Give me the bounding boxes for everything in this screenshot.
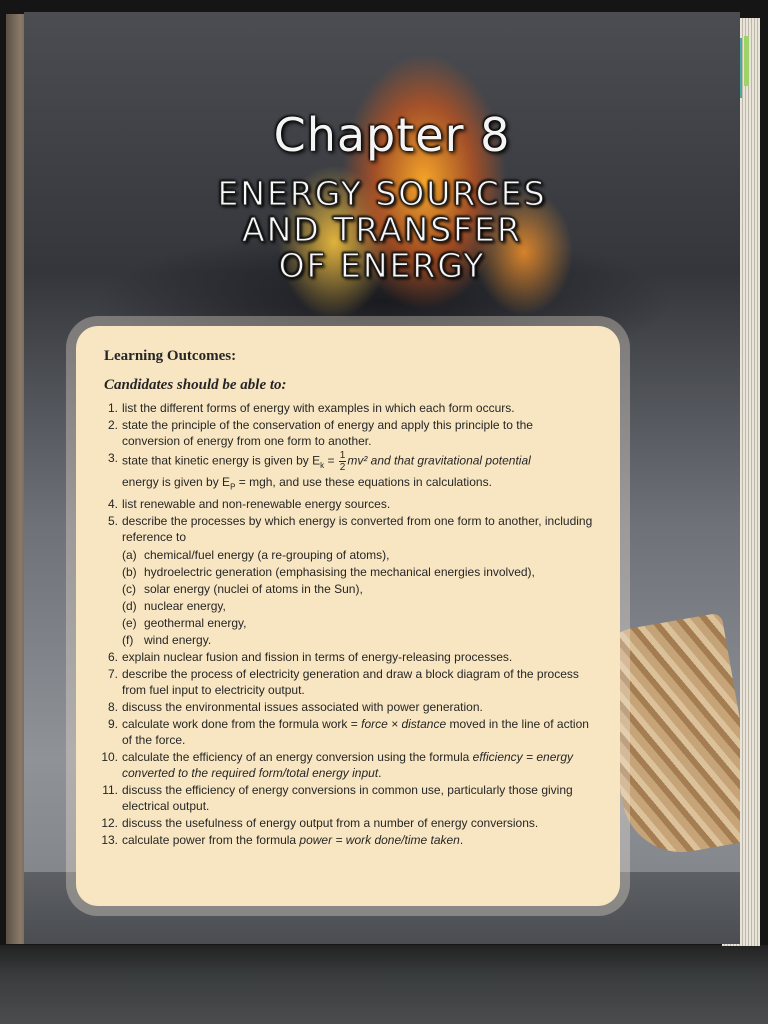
page-tab-marker [744,36,749,86]
energy-sources-sublist [122,547,594,648]
learning-outcomes-card [76,326,620,906]
list-item: 11. discuss the efficiency of energy conversions in common use, particularly those giving electrical output. [102,783,573,814]
list-item: (b) hydroelectric generation (emphasising the mechanical energies involved), [122,565,535,580]
list-item: (f) wind energy. [122,633,212,648]
list-item: 12. discuss the usefulness of energy output from a number of energy conversions. [101,816,539,831]
list-item: 5. describe the processes by which energy is converted from one form to another, including reference to (a) chemical/fuel energy (a re-grouping of atoms), (b) hydroelectric generation (emphasising the mechanical energies involved), (c) solar energy (nuclei of atoms in the Sun), (d) nuclear energy, (e) geothermal energy, (f) wind energy. [107,514,593,648]
chapter-title-line: AND TRANSFER [242,210,522,249]
list-item: (e) geothermal energy, [122,616,247,631]
list-item: (c) solar energy (nuclei of atoms in the Sun), [122,582,363,597]
list-item: (d) nuclear energy, [122,599,226,614]
learning-outcomes-heading: Learning Outcomes: [104,348,237,364]
chapter-title [24,176,740,284]
outcomes-list [101,400,594,848]
list-item: 13. calculate power from the formula power = work done/time taken. [101,833,464,848]
chapter-label: Chapter 8 [273,108,511,162]
fraction-one-half: $\frac{1}{2}$ [339,450,346,473]
list-item: 9. calculate work done from the formula work = force × distance moved in the line of action of the force. [107,717,589,748]
list-item: 2. state the principle of the conservation of energy and apply this principle to the conversion of energy from one form to another. [107,418,533,448]
list-item: 4. list renewable and non-renewable energy sources. [107,497,391,512]
list-item: 7. describe the process of electricity generation and draw a block diagram of the process from fuel input to electricity output. [107,667,579,698]
list-item: 3. state that kinetic energy is given by $E_k$ = $\frac{1}{2}$ mv² and that gravitational potential energy is given by $E_P$ = mgh, and use these equations in calculations. [107,450,531,492]
chapter-title-block [24,108,740,285]
learning-outcomes-intro: Candidates should be able to: [104,377,287,393]
chapter-title-line: OF ENERGY [278,246,486,285]
scanner-bed [0,945,768,1024]
chapter-title-line: ENERGY SOURCES [217,174,547,213]
list-item: 8. discuss the environmental issues associated with power generation. [107,700,483,715]
list-item: 1. list the different forms of energy with examples in which each form occurs. [107,401,515,415]
book-page [24,12,740,944]
list-item: 10. calculate the efficiency of an energy conversion using the formula efficiency = energy converted to the required form/total energy input. [101,750,574,781]
list-item: 6. explain nuclear fusion and fission in terms of energy-releasing processes. [107,650,513,665]
list-item: (a) chemical/fuel energy (a re-grouping of atoms), [122,548,390,563]
